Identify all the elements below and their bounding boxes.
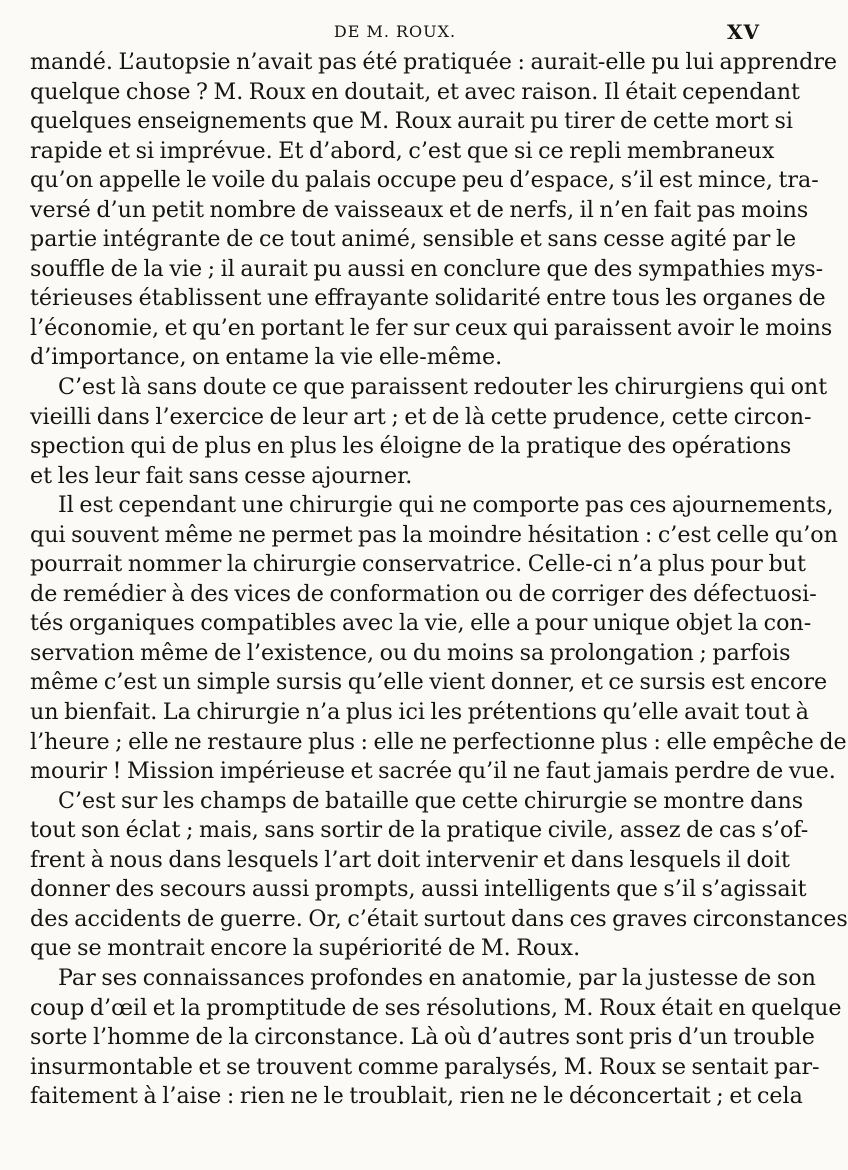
- text-line: que se montrait encore la supériorité de M. Roux.: [30, 935, 581, 962]
- text-line: et les leur fait sans cesse ajourner.: [30, 462, 413, 489]
- text-line: mourir ! Mission impérieuse et sacrée qu’il ne faut jamais perdre de vue.: [30, 758, 836, 785]
- text-line: insurmontable et se trouvent comme paralysés, M. Roux se sentait par-: [30, 1053, 820, 1080]
- text-line: tout son éclat ; mais, sans sortir de la pratique civile, assez de cas s’of-: [30, 817, 809, 844]
- text-line: un bienfait. La chirurgie n’a plus ici les prétentions qu’elle avait tout à: [30, 699, 809, 726]
- paragraph: [30, 48, 838, 373]
- text-line: pourrait nommer la chirurgie conservatrice. Celle-ci n’a plus pour but: [30, 551, 806, 578]
- text-line: souffle de la vie ; il aurait pu aussi en conclure que des sympathies mys-: [30, 255, 824, 282]
- page-header: [30, 14, 760, 48]
- text-line: même c’est un simple sursis qu’elle vient donner, et ce sursis est encore: [30, 669, 828, 696]
- text-line: versé d’un petit nombre de vaisseaux et de nerfs, il n’en fait pas moins: [30, 196, 809, 223]
- text-line: spection qui de plus en plus les éloigne de la pratique des opérations: [30, 433, 792, 460]
- text-line: sorte l’homme de la circonstance. Là où d’autres sont pris d’un trouble: [30, 1024, 815, 1051]
- text-line: quelques enseignements que M. Roux aurait pu tirer de cette mort si: [30, 108, 793, 135]
- text-line: Il est cependant une chirurgie qui ne comporte pas ces ajournements,: [58, 492, 834, 519]
- running-head: DE M. ROUX.: [333, 22, 457, 41]
- text-line: C’est sur les champs de bataille que cette chirurgie se montre dans: [58, 787, 804, 814]
- paragraph: [30, 964, 842, 1112]
- text-line: qu’on appelle le voile du palais occupe peu d’espace, s’il est mince, tra-: [30, 167, 819, 194]
- text-line: qui souvent même ne permet pas la moindre hésitation : c’est celle qu’on: [30, 521, 838, 548]
- text-line: tés organiques compatibles avec la vie, elle a pour unique objet la con-: [30, 610, 812, 637]
- body-text: [30, 48, 848, 1112]
- text-line: de remédier à des vices de conformation ou de corriger des défectuosi-: [30, 580, 817, 607]
- text-line: rapide et si imprévue. Et d’abord, c’est que si ce repli membraneux: [30, 137, 775, 164]
- text-line: Par ses connaissances profondes en anatomie, par la justesse de son: [58, 964, 816, 991]
- page-number: XV: [726, 20, 760, 44]
- text-line: d’importance, on entame la vie elle-même.: [30, 344, 503, 371]
- text-line: faitement à l’aise : rien ne le troublait, rien ne le déconcertait ; et cela: [30, 1083, 803, 1110]
- text-line: mandé. L’autopsie n’avait pas été pratiquée : aurait-elle pu lui apprendre: [30, 49, 838, 75]
- text-line: frent à nous dans lesquels l’art doit intervenir et dans lesquels il doit: [30, 846, 790, 873]
- text-line: des accidents de guerre. Or, c’était surtout dans ces graves circonstances: [30, 905, 848, 932]
- paragraph: [30, 373, 828, 491]
- text-line: donner des secours aussi prompts, aussi intelligents que s’il s’agissait: [30, 876, 807, 903]
- text-line: partie intégrante de ce tout animé, sensible et sans cesse agité par le: [30, 226, 797, 253]
- text-line: servation même de l’existence, ou du moins sa prolongation ; parfois: [30, 639, 791, 666]
- text-line: l’heure ; elle ne restaure plus : elle ne perfectionne plus : elle empêche de: [30, 728, 847, 755]
- text-line: l’économie, et qu’en portant le fer sur ceux qui paraissent avoir le moins: [30, 314, 833, 341]
- text-line: C’est là sans doute ce que paraissent redouter les chirurgiens qui ont: [58, 374, 828, 401]
- text-line: quelque chose ? M. Roux en doutait, et avec raison. Il était cependant: [30, 78, 800, 105]
- paragraph: [30, 491, 847, 786]
- text-line: vieilli dans l’exercice de leur art ; et de là cette prudence, cette circon-: [30, 403, 812, 430]
- text-line: coup d’œil et la promptitude de ses résolutions, M. Roux était en quelque: [30, 994, 842, 1021]
- text-line: térieuses établissent une effrayante solidarité entre tous les organes de: [30, 285, 826, 312]
- paragraph: [30, 787, 848, 964]
